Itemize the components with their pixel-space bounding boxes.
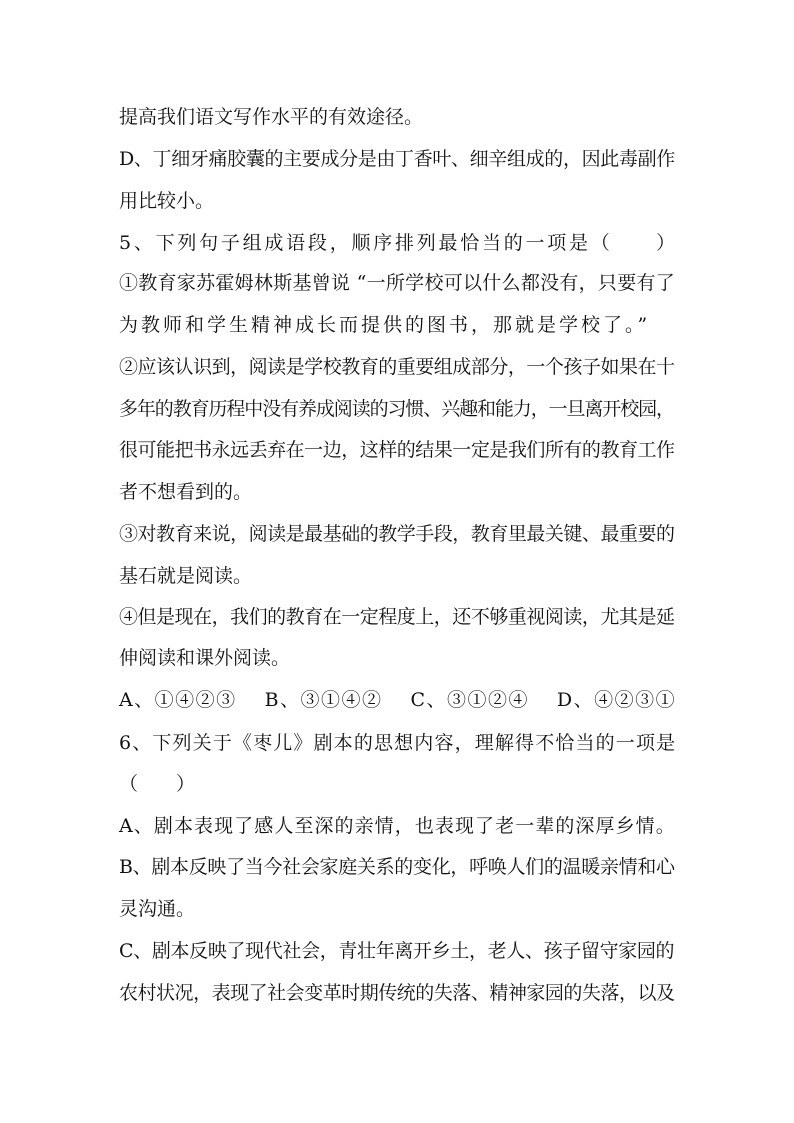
text-line: （ ）: [119, 773, 196, 795]
text-line: ③对教育来说，阅读是最基础的教学手段，教育里最关键、最重要的: [119, 523, 675, 545]
text-line: D、丁细牙痛胶囊的主要成分是由丁香叶、细辛组成的，因此毒副作: [119, 148, 675, 170]
text-line: 者不想看到的。: [119, 481, 253, 503]
text-line: 为教师和学生精神成长而提供的图书，那就是学校了。”: [119, 314, 651, 336]
text-line: 农村状况，表现了社会变革时期传统的失落、精神家园的失落，以及: [119, 982, 675, 1004]
text-line: 多年的教育历程中没有养成阅读的习惯、兴趣和能力，一旦离开校园，: [119, 398, 674, 420]
question-5-options: A、①④②③ B、③①④② C、③①②④ D、④②③①: [119, 689, 677, 711]
option-a: A、剧本表现了感人至深的亲情，也表现了老一辈的深厚乡情。: [119, 815, 676, 837]
text-line: 灵沟通。: [119, 898, 196, 920]
question-6-stem: 6、下列关于《枣儿》剧本的思想内容，理解得不恰当的一项是: [119, 732, 677, 754]
option-c: C、剧本反映了现代社会，青壮年离开乡土，老人、孩子留守家园的: [119, 940, 675, 962]
text-line: ②应该认识到，阅读是学校教育的重要组成部分，一个孩子如果在十: [119, 356, 675, 378]
option-b: B、剧本反映了当今社会家庭关系的变化，呼唤人们的温暖亲情和心: [119, 856, 675, 878]
text-line: 很可能把书永远丢弃在一边，这样的结果一定是我们所有的教育工作: [119, 439, 675, 461]
text-line: 用比较小。: [119, 190, 215, 212]
text-line: 基石就是阅读。: [119, 565, 253, 587]
question-5-stem: 5、下列句子组成语段，顺序排列最恰当的一项是（ ）: [119, 232, 678, 254]
text-line: ①教育家苏霍姆林斯基曾说 “一所学校可以什么都没有，只要有了: [119, 272, 676, 294]
text-line: ④但是现在，我们的教育在一定程度上，还不够重视阅读，尤其是延: [119, 606, 675, 628]
text-line: 伸阅读和课外阅读。: [119, 647, 291, 669]
text-line: 提高我们语文写作水平的有效途径。: [119, 106, 424, 128]
